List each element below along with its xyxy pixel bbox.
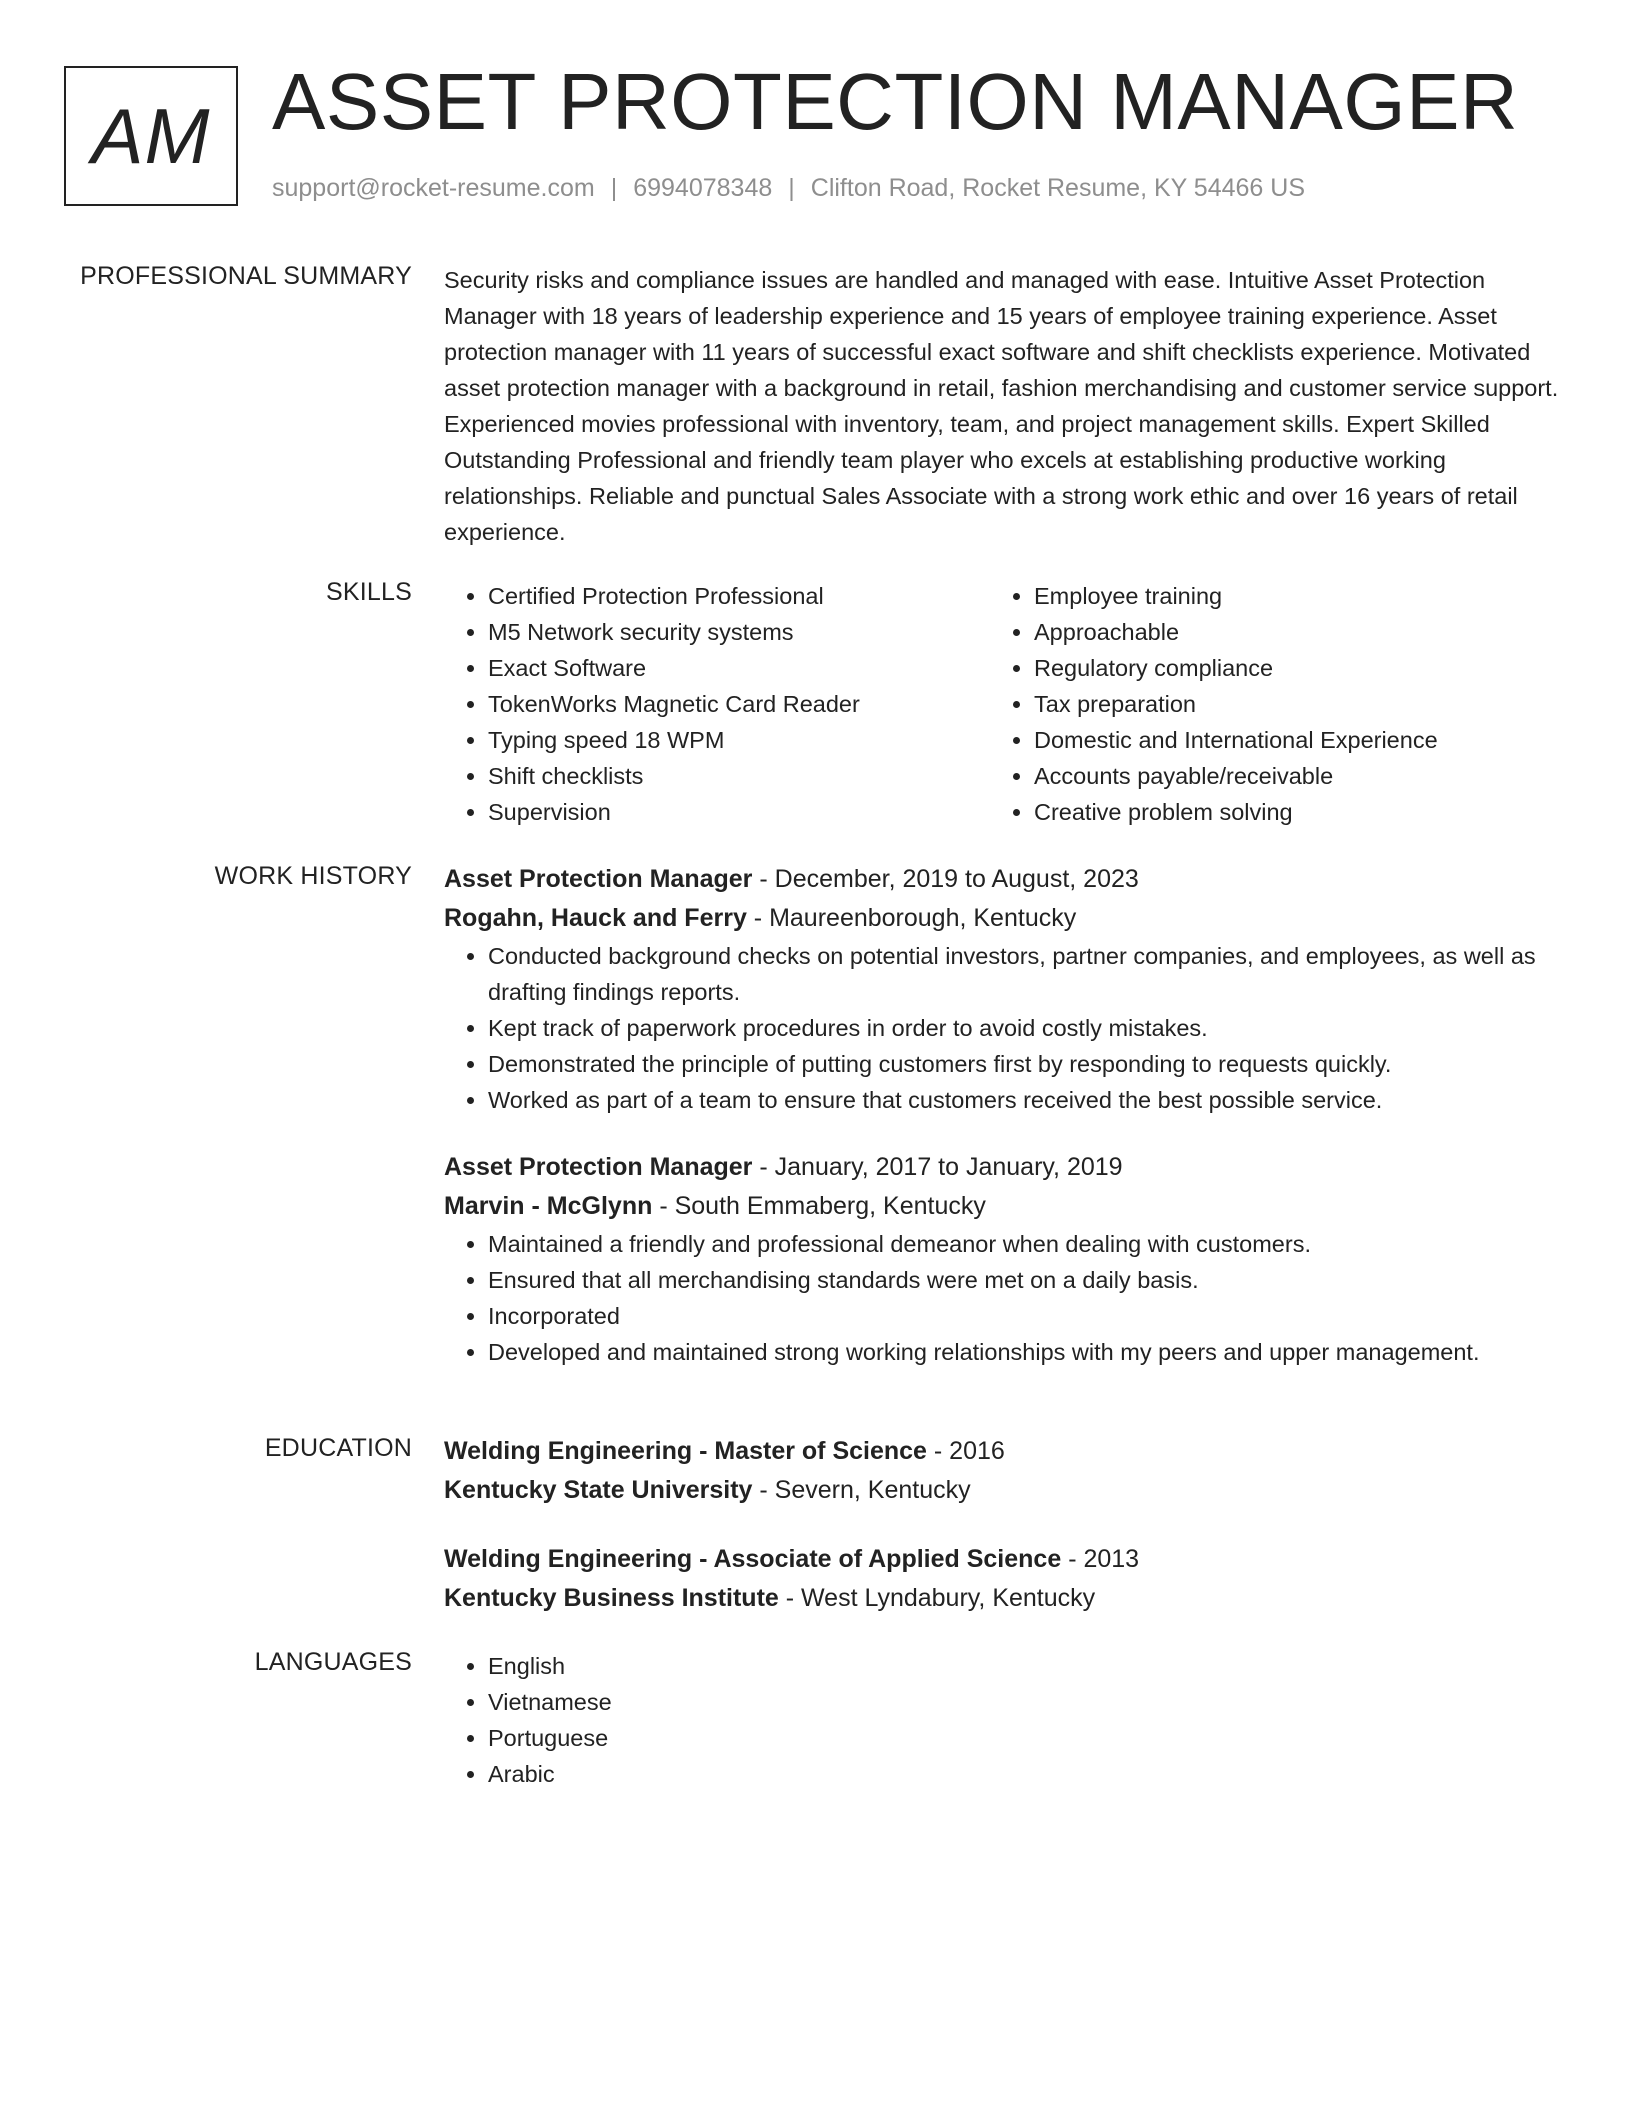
summary-body bbox=[444, 262, 1560, 550]
section-title-education: EDUCATION bbox=[264, 1434, 412, 1462]
skill-item: • Creative problem solving bbox=[1034, 794, 1536, 830]
monogram-initials: AM bbox=[91, 91, 211, 180]
job-bullets bbox=[444, 938, 1560, 1118]
skill-item: • Employee training bbox=[1034, 578, 1536, 614]
degree-name: Welding Engineering - Master of Science bbox=[444, 1437, 927, 1465]
job-role-line bbox=[444, 1148, 1560, 1187]
school-location: - Severn, Kentucky bbox=[752, 1476, 971, 1504]
skill-item: • Regulatory compliance bbox=[1034, 650, 1536, 686]
skill-item: • Tax preparation bbox=[1034, 686, 1536, 722]
summary-text: Security risks and compliance issues are handled and managed with ease. Intuitive Asset Protection Manager with 18 years of leadership experience and 15 years of employee training experience. Asset protection manager with 11 years of successful exact software and shift checklists experience. Motivated asset protection manager with a background in retail, fashion merchandising and customer service support. Experienced movies professional with inventory, team, and project management skills. Expert Skilled Outstanding Professional and friendly team player who excels at establishing productive working relationships. Reliable and punctual Sales Associate with a strong work ethic and over 16 years of retail experience. bbox=[444, 267, 1559, 545]
job-company: Rogahn, Hauck and Ferry bbox=[444, 904, 747, 932]
skill-item: • Exact Software bbox=[488, 650, 990, 686]
degree-line bbox=[444, 1432, 1560, 1471]
section-title-work-history: WORK HISTORY bbox=[214, 862, 412, 890]
job-bullet: • Worked as part of a team to ensure that customers received the best possible service. bbox=[488, 1082, 1560, 1118]
job-bullet: • Maintained a friendly and professional demeanor when dealing with customers. bbox=[488, 1226, 1560, 1262]
skills-column-right bbox=[990, 578, 1536, 830]
skill-item: • TokenWorks Magnetic Card Reader bbox=[488, 686, 990, 722]
skills-body bbox=[444, 578, 1560, 830]
job-company-line bbox=[444, 899, 1560, 938]
degree-year: - 2016 bbox=[926, 1437, 1005, 1465]
contact-address: Clifton Road, Rocket Resume, KY 54466 US bbox=[810, 174, 1306, 202]
resume-title: ASSET PROTECTION MANAGER bbox=[272, 57, 1519, 146]
job-bullet: • Incorporated bbox=[488, 1298, 1560, 1334]
education-entry bbox=[444, 1540, 1560, 1618]
section-title-summary: PROFESSIONAL SUMMARY bbox=[80, 262, 412, 290]
job-dates: - December, 2019 to August, 2023 bbox=[752, 865, 1139, 893]
section-title-languages: LANGUAGES bbox=[254, 1648, 412, 1676]
school-line bbox=[444, 1579, 1560, 1618]
skill-item: • M5 Network security systems bbox=[488, 614, 990, 650]
job-entry bbox=[444, 1148, 1560, 1370]
skill-item: • Approachable bbox=[1034, 614, 1536, 650]
contact-separator: | bbox=[788, 174, 795, 202]
skill-item: • Typing speed 18 WPM bbox=[488, 722, 990, 758]
job-dates: - January, 2017 to January, 2019 bbox=[752, 1153, 1123, 1181]
school-name: Kentucky State University bbox=[444, 1476, 753, 1504]
skill-item: • Certified Protection Professional bbox=[488, 578, 990, 614]
job-company: Marvin - McGlynn bbox=[444, 1192, 653, 1220]
language-item: • English bbox=[488, 1648, 1560, 1684]
job-company-line bbox=[444, 1187, 1560, 1226]
skills-column-left bbox=[444, 578, 990, 830]
contact-phone: 6994078348 bbox=[633, 174, 773, 202]
skills-grid bbox=[444, 578, 1560, 830]
job-role-line bbox=[444, 860, 1560, 899]
degree-line bbox=[444, 1540, 1560, 1579]
job-role: Asset Protection Manager bbox=[444, 865, 753, 893]
contact-separator: | bbox=[610, 174, 618, 202]
job-bullet: • Demonstrated the principle of putting customers first by responding to requests quickly. bbox=[488, 1046, 1560, 1082]
section-title-skills: SKILLS bbox=[326, 578, 412, 606]
education-body bbox=[444, 1432, 1560, 1618]
languages-body bbox=[444, 1648, 1560, 1792]
languages-list bbox=[444, 1648, 1560, 1792]
work-history-body bbox=[444, 860, 1560, 1370]
job-entry bbox=[444, 860, 1560, 1118]
education-entry bbox=[444, 1432, 1560, 1510]
job-bullet: • Kept track of paperwork procedures in order to avoid costly mistakes. bbox=[488, 1010, 1560, 1046]
job-bullet: • Ensured that all merchandising standards were met on a daily basis. bbox=[488, 1262, 1560, 1298]
language-item: • Arabic bbox=[488, 1756, 1560, 1792]
contact-line bbox=[272, 174, 1305, 203]
job-role: Asset Protection Manager bbox=[444, 1153, 753, 1181]
degree-name: Welding Engineering - Associate of Applied Science bbox=[444, 1545, 1062, 1573]
school-location: - West Lyndabury, Kentucky bbox=[778, 1584, 1096, 1612]
skill-item: • Supervision bbox=[488, 794, 990, 830]
skill-item: • Shift checklists bbox=[488, 758, 990, 794]
contact-email: support@rocket-resume.com bbox=[272, 174, 595, 202]
language-item: • Vietnamese bbox=[488, 1684, 1560, 1720]
job-location: - South Emmaberg, Kentucky bbox=[652, 1192, 986, 1220]
job-bullet: • Developed and maintained strong working relationships with my peers and upper management. bbox=[488, 1334, 1560, 1370]
school-name: Kentucky Business Institute bbox=[444, 1584, 779, 1612]
skill-item: • Accounts payable/receivable bbox=[1034, 758, 1536, 794]
job-location: - Maureenborough, Kentucky bbox=[746, 904, 1077, 932]
job-bullets bbox=[444, 1226, 1560, 1370]
school-line bbox=[444, 1471, 1560, 1510]
job-bullet: • Conducted background checks on potential investors, partner companies, and employees, as well as drafting findings reports. bbox=[488, 938, 1560, 1010]
skill-item: • Domestic and International Experience bbox=[1034, 722, 1536, 758]
degree-year: - 2013 bbox=[1061, 1545, 1140, 1573]
language-item: • Portuguese bbox=[488, 1720, 1560, 1756]
monogram-box bbox=[64, 66, 238, 206]
